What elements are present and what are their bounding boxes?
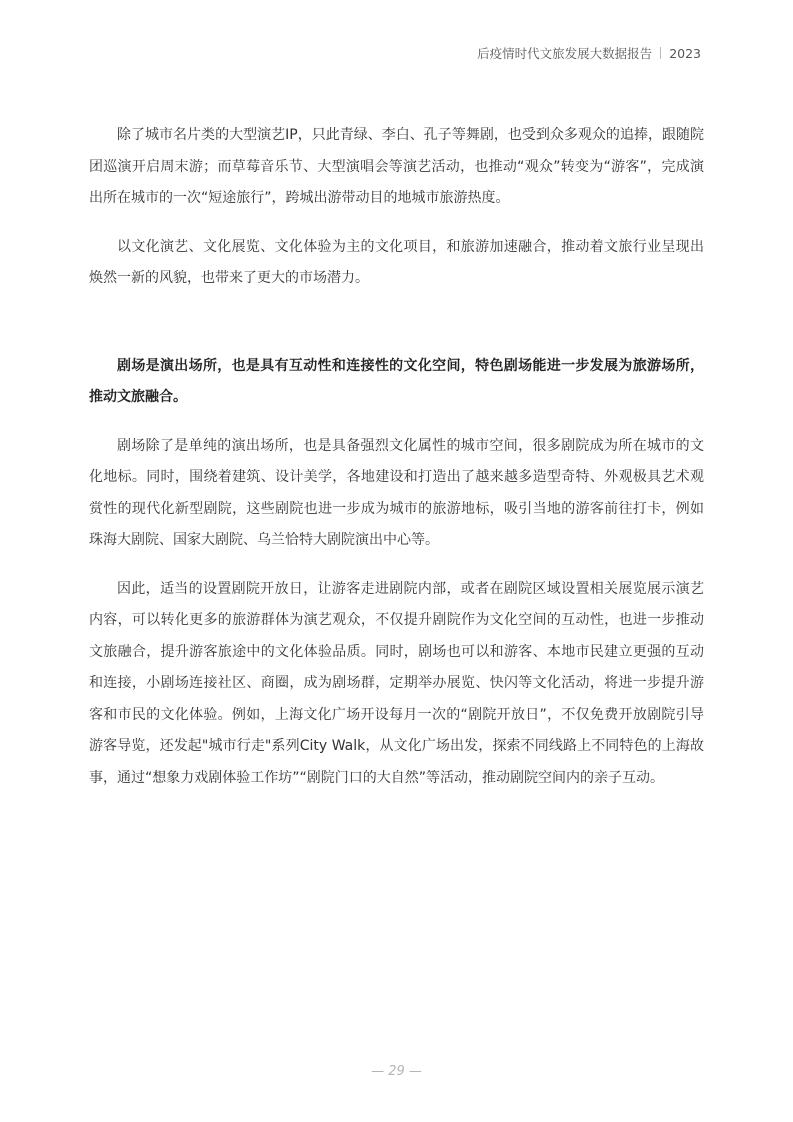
paragraph-3: 剧场除了是单纯的演出场所，也是具备强烈文化属性的城市空间，很多剧院成为所在城市的文化地标。同时，围绕着建筑、设计美学，各地建设和打造出了越来越多造型奇特、外观极具艺术观赏性的现代化新型剧院，这些剧院也进一步成为城市的旅游地标，吸引当地的游客前往打卡，例如珠海大剧院、国家大剧院、乌兰恰特大剧院演出中心等。 [89,437,704,548]
header-divider [660,47,661,59]
paragraph-2: 以文化演艺、文化展览、文化体验为主的文化项目，和旅游加速融合，推动着文旅行业呈现出焕然一新的风貌，也带来了更大的市场潜力。 [89,238,704,286]
section-spacer [89,295,704,351]
page-header [477,44,701,62]
paragraph-1: 除了城市名片类的大型演艺IP，只此青绿、李白、孔子等舞剧，也受到众多观众的追捧，跟随院团巡演开启周末游；而草莓音乐节、大型演唱会等演艺活动，也推动“观众”转变为“游客”，完成演出所在城市的一次“短途旅行”，跨城出游带动目的地城市旅游热度。 [89,127,704,206]
report-year: 2023 [669,45,701,61]
report-title: 后疫情时代文旅发展大数据报告 [477,46,653,61]
main-content [89,120,704,794]
paragraph-spacer [89,215,704,232]
paragraph-4: 因此，适当的设置剧院开放日，让游客走进剧院内部，或者在剧院区域设置相关展览展示演艺内容，可以转化更多的旅游群体为演艺观众，不仅提升剧院作为文化空间的互动性，也进一步推动文旅融合，提升游客旅途中的文化体验品质。同时，剧场也可以和游客、本地市民建立更强的互动和连接，小剧场连接社区、商圈，成为剧场群，定期举办展览、快闪等文化活动，将进一步提升游客和市民的文化体验。例如，上海文化广场开设每月一次的“剧院开放日”，不仅免费开放剧院引导游客导览，还发起"城市行走"系列City Walk，从文化广场出发，探索不同线路上不同特色的上海故事，通过“想象力戏剧体验工作坊”“剧院门口的大自然”等活动，推动剧院空间内的亲子互动。 [89,580,704,786]
page-number: — 29 — [371,1064,422,1079]
paragraph-spacer [89,557,704,574]
section-heading: 剧场是演出场所，也是具有互动性和连接性的文化空间，特色剧场能进一步发展为旅游场所，推动文旅融合。 [89,357,704,405]
paragraph-spacer [89,414,704,431]
